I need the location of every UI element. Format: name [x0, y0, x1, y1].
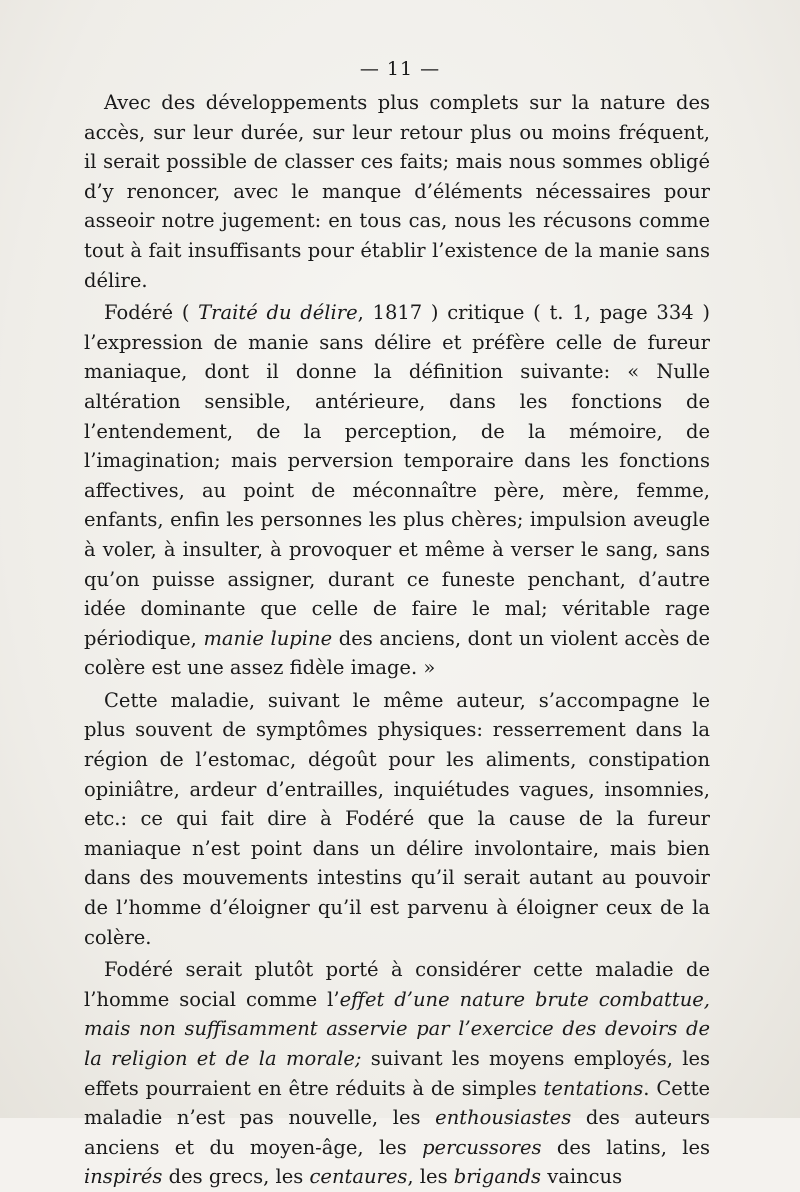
paragraph — [84, 88, 710, 295]
text-run: suivant les moyens employés, les effets pourraient en être réduits à de simples — [84, 1047, 710, 1100]
text-run: vaincus — [541, 1165, 623, 1189]
text-run: . Cette maladie n’est pas nouvelle, les — [84, 1076, 710, 1130]
text-run: des latins, les — [541, 1135, 710, 1159]
page-number: — 11 — — [359, 58, 441, 80]
text-run: , les — [407, 1165, 454, 1189]
italic-text-run: manie lupine — [203, 626, 333, 650]
italic-text-run: tentations — [543, 1076, 644, 1100]
italic-text-run: effet d’une nature brute combattue, mais non suffisamment asservie par l’exercice des devoirs de la religion et de la morale; — [84, 987, 710, 1070]
paragraph — [84, 298, 710, 683]
italic-text-run: inspirés — [84, 1165, 163, 1189]
italic-text-run: centaures — [309, 1165, 408, 1189]
text-run: Fodéré serait plutôt porté à considérer cette maladie de l’homme social comme l’ — [84, 958, 710, 1011]
text-run: Cette maladie, suivant le même auteur, s’accompagne le plus souvent de symptômes physiques: resserrement dans la région de l’estomac, dégoût pour les aliments, constipation opiniâtre, ardeur d’entrailles, inquiétudes vagues, insomnies, etc.: ce qui fait dire à Fodéré que la cause de la fureur maniaque n’est point dans un délire involontaire, mais bien dans des mouvements intestins qu’il serait autant au pouvoir de l’homme d’éloigner qu’il est parvenu à éloigner ceux de la colère. — [84, 688, 710, 949]
text-run: , 1817 ) critique ( t. 1, page 334 ) l’expression de manie sans délire et préfère celle de fureur maniaque, dont il donne la définition suivante: « Nulle altération sensible, antérieure, dans les fonctions de l’entendement, de la perception, de la mémoire, de l’imagination; mais perversion temporaire dans les fonctions affectives, au point de méconnaître père, mère, femme, enfants, enfin les personnes les plus chères; impulsion aveugle à voler, à insulter, à provoquer et même à verser le sang, sans qu’on puisse assigner, durant ce funeste penchant, d’autre idée dominante que celle de faire le mal; véritable rage périodique, — [84, 301, 710, 650]
page-body — [84, 88, 710, 1192]
paragraph — [84, 686, 710, 952]
italic-text-run: enthousiastes — [435, 1106, 572, 1130]
text-run: des anciens, dont un violent accès de colère est une assez fidèle image. » — [84, 626, 710, 680]
text-run: Fodéré ( — [104, 301, 199, 325]
text-run: Avec des développements plus complets sur la nature des accès, sur leur durée, sur leur retour plus ou moins fréquent, il serait possible de classer ces faits; mais nous sommes obligé d’y renoncer, avec le manque d’éléments nécessaires pour asseoir notre jugement: en tous cas, nous les récusons comme tout à fait insuffisants pour établir l’existence de la manie sans délire. — [84, 91, 710, 292]
paragraph — [84, 955, 710, 1192]
italic-text-run: Traité du délire — [198, 301, 358, 325]
text-run: des auteurs anciens et du moyen-âge, les — [84, 1106, 710, 1159]
italic-text-run: percussores — [422, 1135, 542, 1159]
text-run: des grecs, les — [162, 1165, 310, 1189]
italic-text-run: brigands — [453, 1165, 541, 1189]
